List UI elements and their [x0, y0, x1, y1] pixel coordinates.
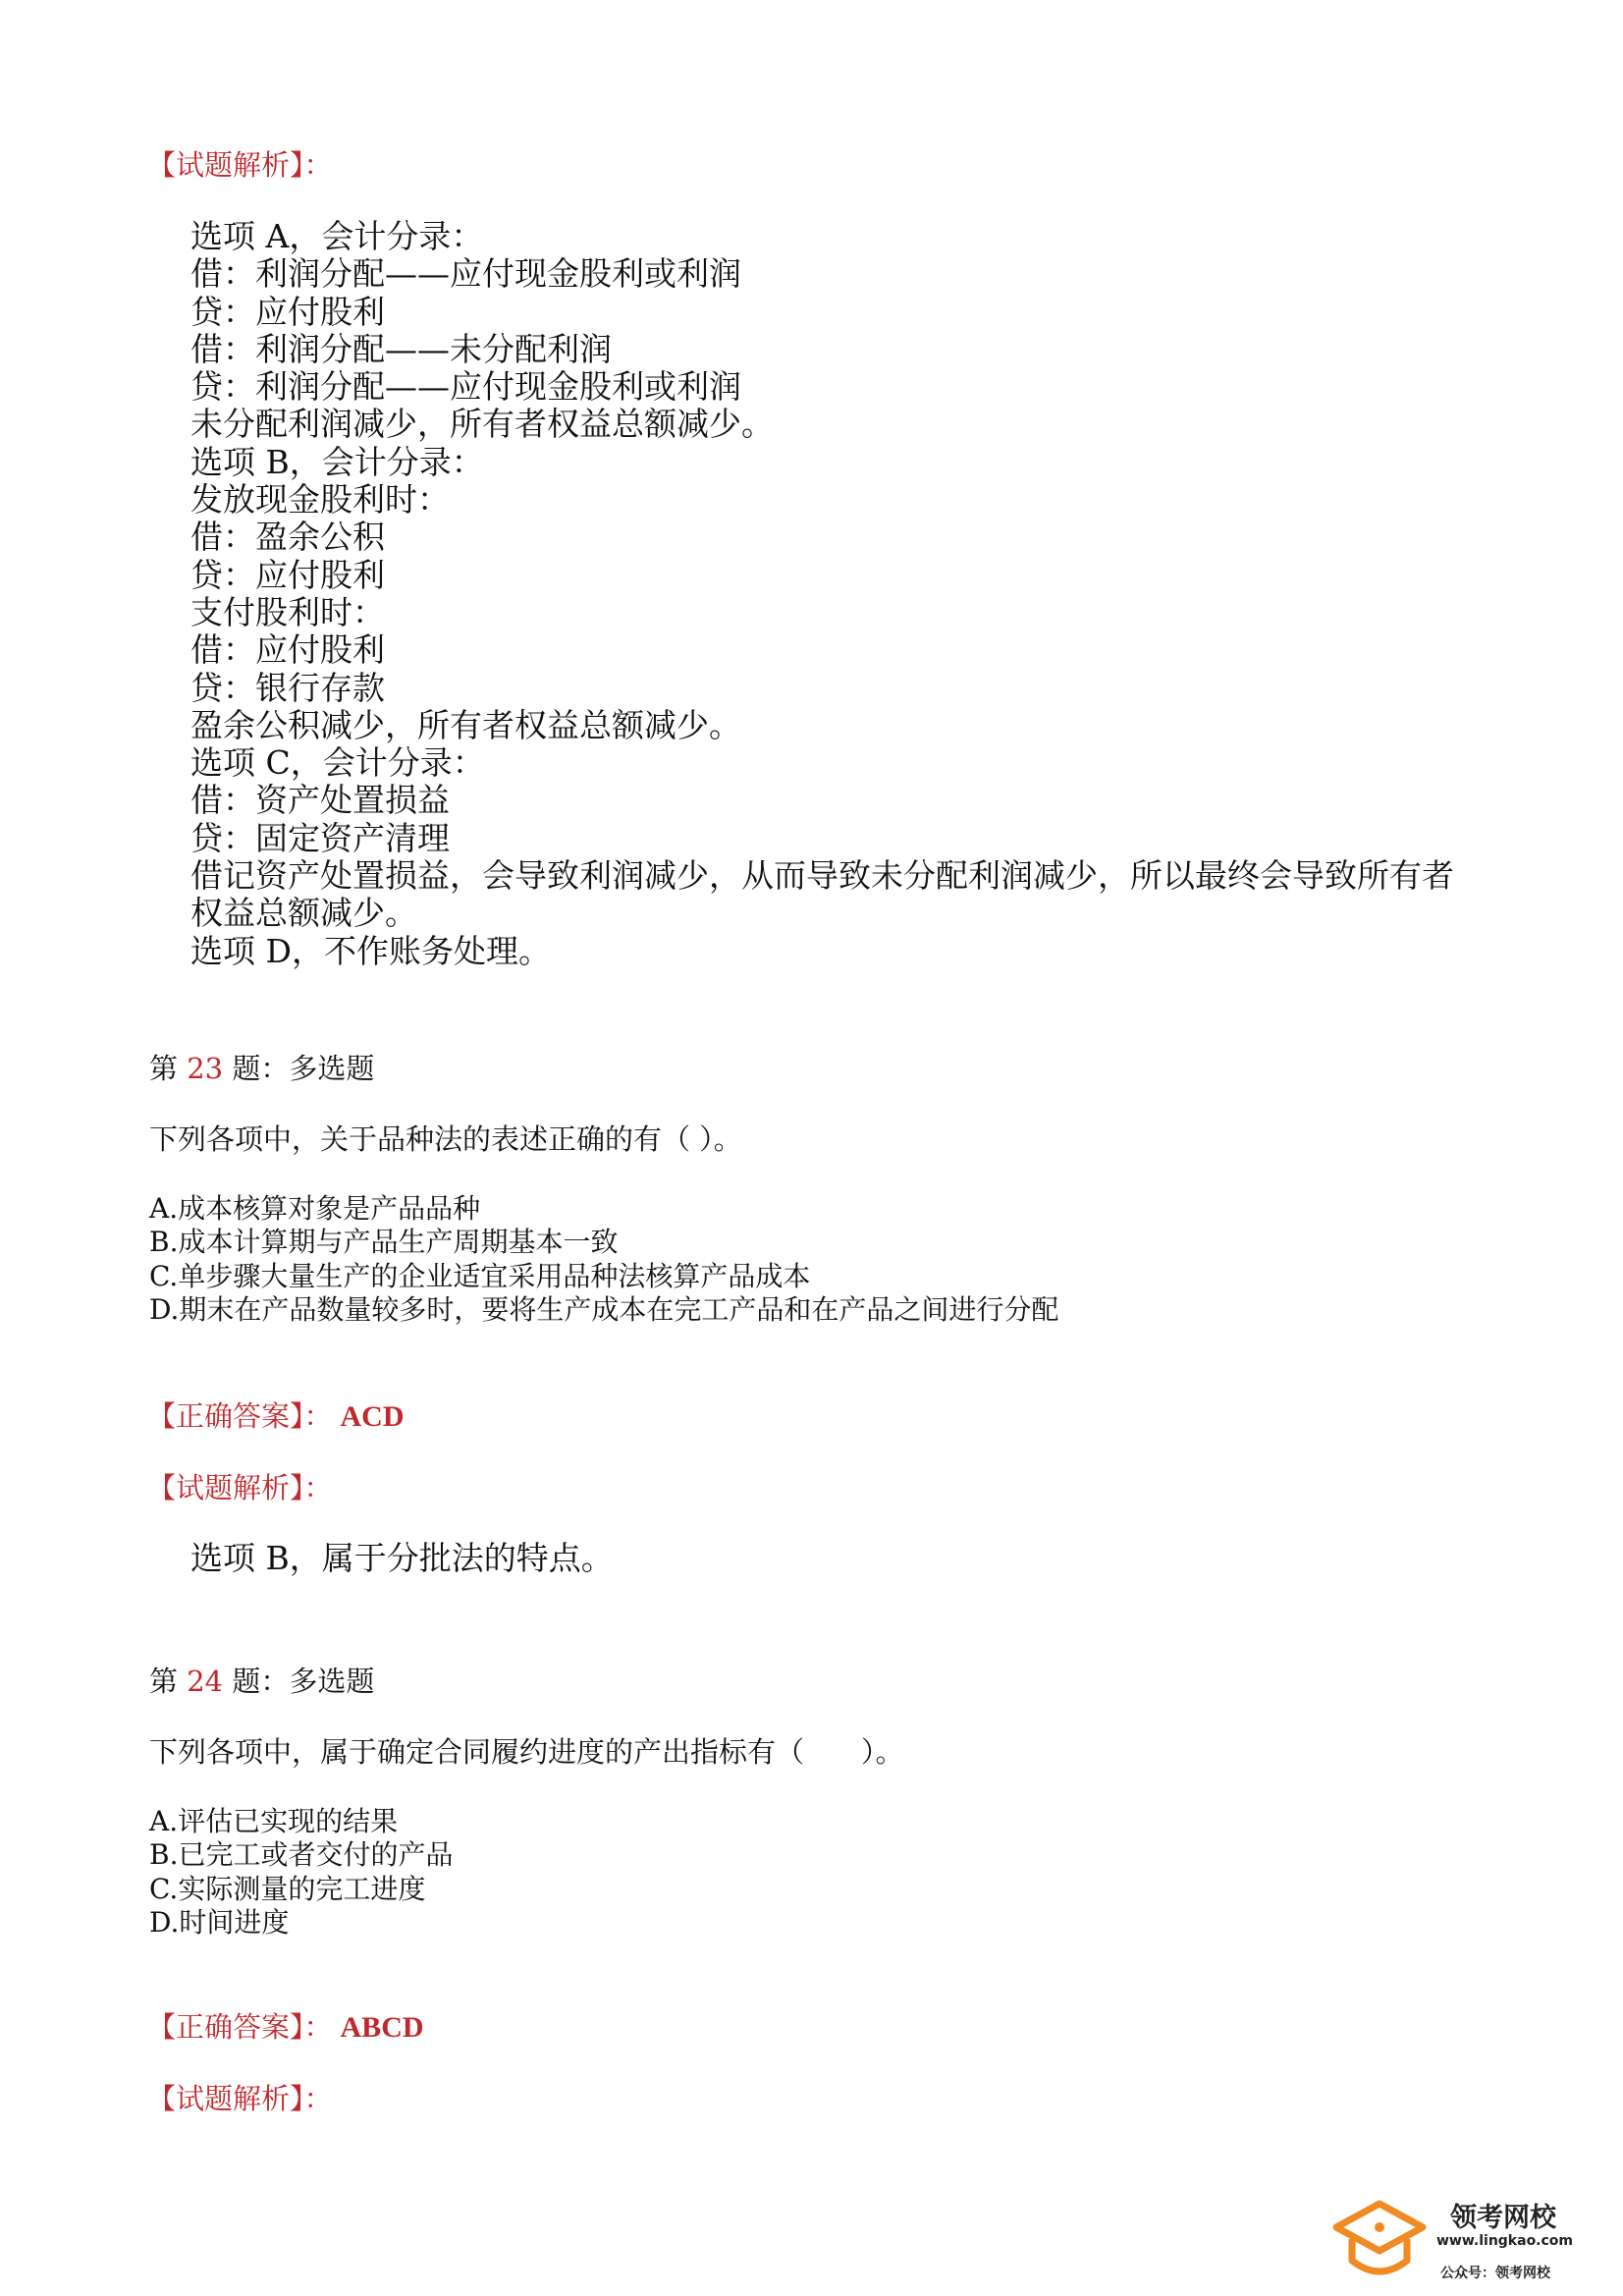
question-type: 题：多选题	[232, 1052, 375, 1085]
explanation-line: 贷：应付股利	[190, 555, 385, 594]
explanation-line: 选项 B，会计分录：	[190, 442, 484, 481]
question-prefix: 第	[149, 1052, 179, 1085]
option-c: C.实际测量的完工进度	[149, 1872, 426, 1905]
question-23-answer	[147, 1394, 405, 1435]
explanation-line: 未分配利润减少，所有者权益总额减少。	[190, 405, 774, 444]
option-b: B.成本计算期与产品生产周期基本一致	[149, 1226, 619, 1259]
question-24-header	[149, 1660, 374, 1700]
question-number: 23	[187, 1052, 224, 1085]
explanation-line: 选项 B，属于分批法的特点。	[190, 1539, 614, 1577]
question-number: 24	[187, 1665, 224, 1698]
question-23-options	[149, 1192, 1058, 1327]
explanation-line: 选项 D，不作账务处理。	[190, 931, 551, 970]
brand-name: 领考网校	[1450, 2203, 1556, 2233]
explanation-line: 借：利润分配——应付现金股利或利润	[190, 254, 741, 294]
explanation-line: 选项 A，会计分录：	[190, 217, 484, 255]
question-23-text: 下列各项中，关于品种法的表述正确的有（ ）。	[149, 1122, 742, 1156]
answer-value: ACD	[340, 1400, 405, 1433]
explanation-line: 借：资产处置损益	[190, 781, 450, 820]
question-23-header	[149, 1047, 374, 1087]
option-c: C.单步骤大量生产的企业适宜采用品种法核算产品成本	[149, 1259, 811, 1292]
explanation-line: 发放现金股利时：	[190, 480, 450, 519]
question-24-explanation-label: 【试题解析】：	[147, 2082, 333, 2115]
question-24-text: 下列各项中，属于确定合同履约进度的产出指标有（ ）。	[149, 1735, 904, 1769]
answer-label: 【正确答案】：	[147, 2010, 333, 2044]
option-a: A.评估已实现的结果	[149, 1805, 399, 1837]
brand-site: www.lingkao.com	[1436, 2233, 1574, 2249]
explanation-line: 贷：应付股利	[190, 292, 385, 331]
explanation-line: 借：盈余公积	[190, 518, 385, 557]
footer-logo	[1330, 2190, 1596, 2288]
explanation-line: 借：利润分配——未分配利润	[190, 329, 612, 368]
explanation-line: 支付股利时：	[190, 592, 385, 631]
graduation-cap-icon	[1330, 2196, 1429, 2289]
explanation-line: 贷：固定资产清理	[190, 818, 450, 857]
question-type: 题：多选题	[232, 1665, 375, 1698]
answer-value: ABCD	[340, 2011, 424, 2044]
question-24-answer	[147, 2005, 424, 2046]
explanation-body	[190, 218, 1454, 970]
question-24-options	[149, 1805, 453, 1940]
answer-label: 【正确答案】：	[147, 1399, 333, 1433]
explanation-line: 选项 C，会计分录：	[190, 743, 485, 783]
explanation-line: 权益总额减少。	[190, 894, 417, 933]
brand-wechat: 公众号：领考网校	[1440, 2266, 1550, 2281]
explanation-line: 借记资产处置损益，会导致利润减少，从而导致未分配利润减少，所以最终会导致所有者	[190, 856, 1454, 896]
question-23-explanation	[190, 1540, 614, 1577]
question-prefix: 第	[149, 1665, 179, 1698]
explanation-line: 借：应付股利	[190, 630, 385, 670]
option-d: D.时间进度	[149, 1905, 290, 1939]
explanation-line: 贷：利润分配——应付现金股利或利润	[190, 367, 741, 407]
explanation-label: 【试题解析】：	[147, 148, 333, 182]
option-a: A.成本核算对象是产品品种	[149, 1192, 481, 1225]
explanation-line: 贷：银行存款	[190, 668, 385, 707]
option-d: D.期末在产品数量较多时，要将生产成本在完工产品和在产品之间进行分配	[149, 1292, 1059, 1326]
explanation-line: 盈余公积减少，所有者权益总额减少。	[190, 705, 741, 744]
option-b: B.已完工或者交付的产品	[149, 1838, 454, 1872]
question-23-explanation-label: 【试题解析】：	[147, 1471, 333, 1504]
